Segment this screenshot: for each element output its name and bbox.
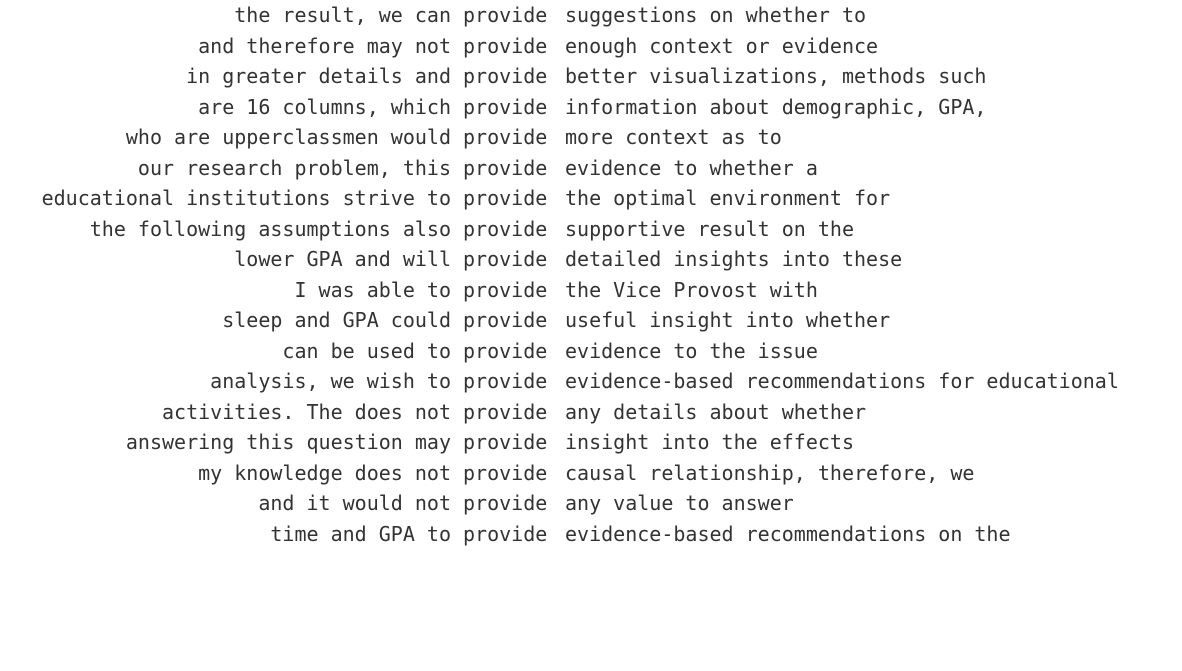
right-context: any details about whether xyxy=(565,399,867,424)
left-context: analysis, we wish to xyxy=(210,369,451,393)
concordance-line xyxy=(0,519,1182,550)
right-context: the optimal environment for xyxy=(565,186,891,210)
right-context: evidence-based recommendations for educational xyxy=(565,369,1119,393)
right-context: the Vice Provost with xyxy=(565,277,818,302)
left-context: time and GPA to xyxy=(270,521,451,546)
right-context: supportive result on the xyxy=(565,216,854,241)
keyword: provide xyxy=(463,521,548,546)
concordance-line xyxy=(0,275,1182,306)
left-context: our research problem, this xyxy=(137,155,451,180)
concordance-line xyxy=(0,92,1182,123)
keyword: provide xyxy=(463,64,548,88)
concordance-line xyxy=(0,427,1182,458)
concordance-line xyxy=(0,0,1182,31)
right-context: better visualizations, methods such xyxy=(565,64,987,88)
concordance-line xyxy=(0,366,1182,397)
left-context: the following assumptions also xyxy=(89,216,451,241)
left-context: answering this question may xyxy=(125,430,451,454)
right-context: evidence to whether a xyxy=(565,155,818,180)
left-context: my knowledge does not xyxy=(198,460,451,485)
keyword: provide xyxy=(463,430,548,454)
left-context: activities. The does not xyxy=(162,399,451,424)
keyword: provide xyxy=(463,216,548,241)
concordance-line xyxy=(0,305,1182,336)
left-context: and it would not xyxy=(258,491,451,515)
left-context: and therefore may not xyxy=(198,33,451,58)
right-context: insight into the effects xyxy=(565,430,854,454)
right-context: evidence-based recommendations on the xyxy=(565,521,1011,546)
left-context: can be used to xyxy=(282,338,451,363)
concordance-line xyxy=(0,397,1182,428)
left-context: educational institutions strive to xyxy=(41,186,451,210)
left-context: I was able to xyxy=(294,277,451,302)
left-context: in greater details and xyxy=(186,64,451,88)
keyword: provide xyxy=(463,94,548,119)
keyword: provide xyxy=(463,33,548,58)
concordance-line xyxy=(0,488,1182,519)
concordance-line xyxy=(0,153,1182,184)
right-context: enough context or evidence xyxy=(565,33,879,58)
concordance-line xyxy=(0,31,1182,62)
right-context: causal relationship, therefore, we xyxy=(565,460,975,485)
keyword: provide xyxy=(463,125,548,149)
concordance-line xyxy=(0,183,1182,214)
right-context: more context as to xyxy=(565,125,782,149)
concordance-line xyxy=(0,214,1182,245)
keyword: provide xyxy=(463,308,548,332)
keyword: provide xyxy=(463,155,548,180)
keyword: provide xyxy=(463,186,548,210)
keyword: provide xyxy=(463,460,548,485)
right-context: detailed insights into these xyxy=(565,247,903,271)
right-context: evidence to the issue xyxy=(565,338,818,363)
concordance-line xyxy=(0,61,1182,92)
right-context: any value to answer xyxy=(565,491,794,515)
keyword: provide xyxy=(463,491,548,515)
right-context: information about demographic, GPA, xyxy=(565,94,987,119)
left-context: sleep and GPA could xyxy=(222,308,451,332)
left-context: are 16 columns, which xyxy=(198,94,451,119)
concordance-line xyxy=(0,244,1182,275)
left-context: lower GPA and will xyxy=(234,247,451,271)
right-context: useful insight into whether xyxy=(565,308,891,332)
left-context: who are upperclassmen would xyxy=(125,125,451,149)
keyword: provide xyxy=(463,399,548,424)
right-context: suggestions on whether to xyxy=(565,3,867,27)
keyword: provide xyxy=(463,247,548,271)
left-context: the result, we can xyxy=(234,3,451,27)
keyword: provide xyxy=(463,3,548,27)
concordance-line xyxy=(0,458,1182,489)
concordance-line xyxy=(0,336,1182,367)
concordance-line xyxy=(0,122,1182,153)
keyword: provide xyxy=(463,277,548,302)
keyword: provide xyxy=(463,338,548,363)
keyword: provide xyxy=(463,369,548,393)
